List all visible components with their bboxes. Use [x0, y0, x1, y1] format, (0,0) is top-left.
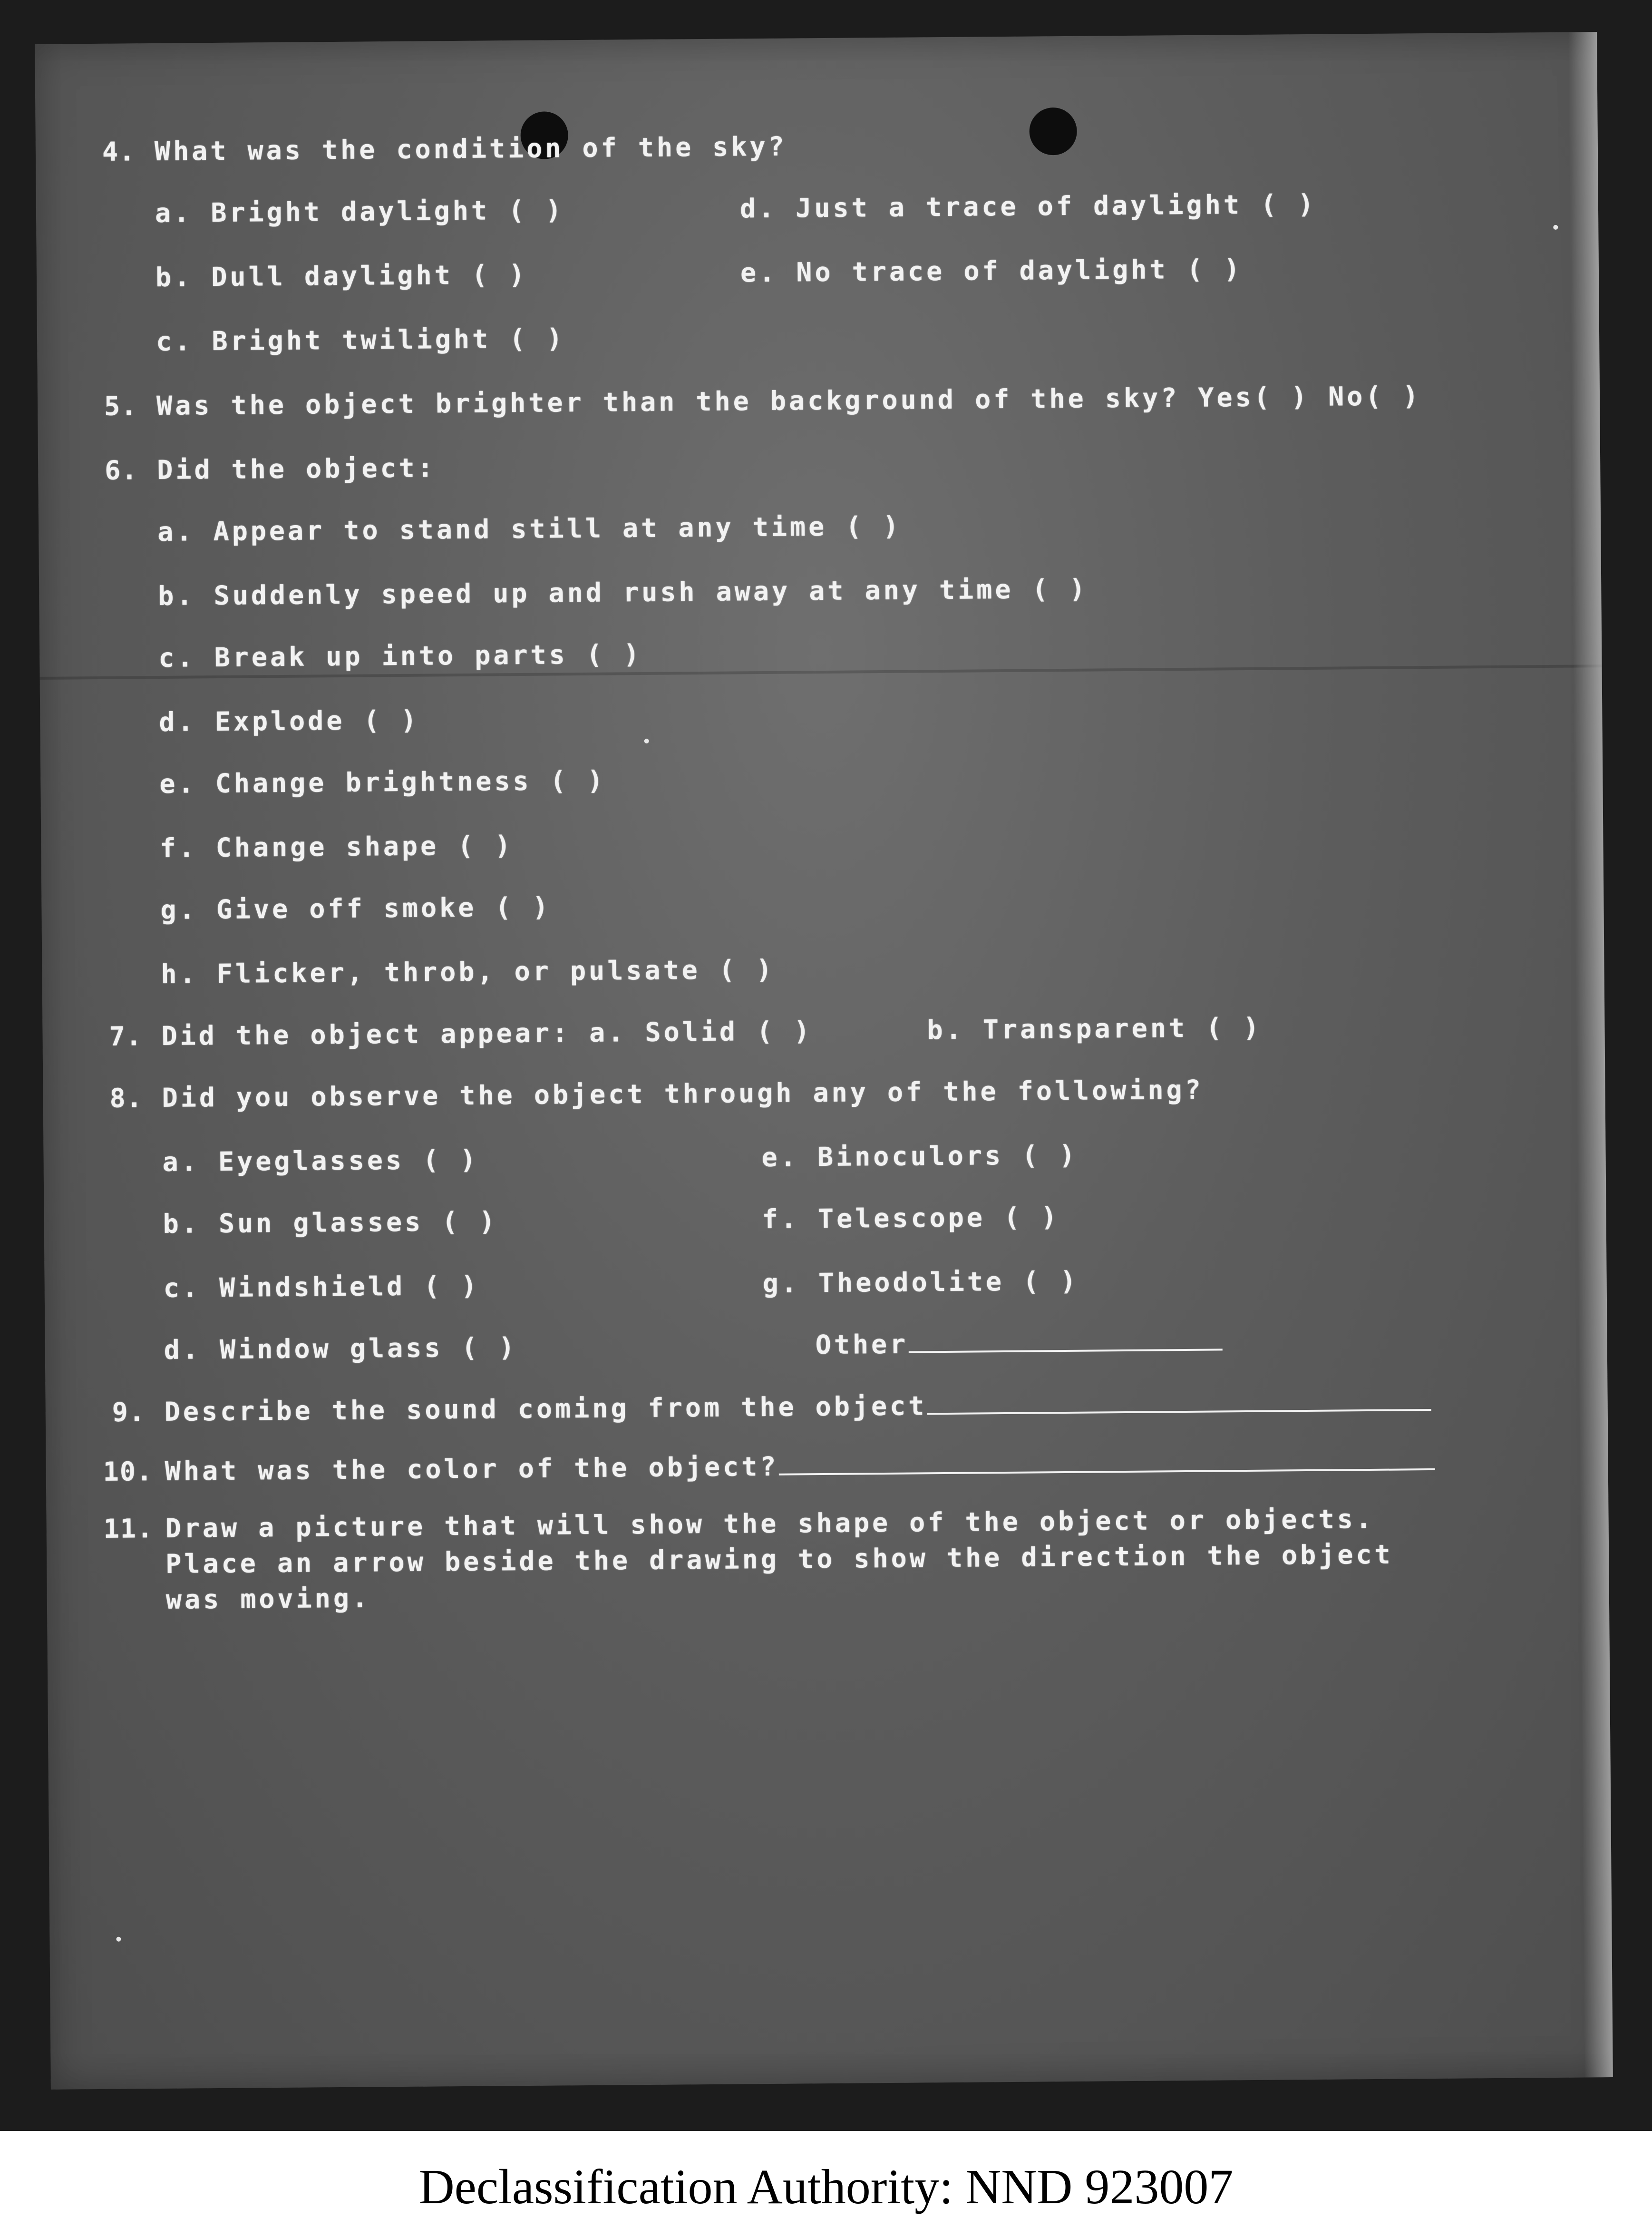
- paper-speck: [644, 739, 649, 743]
- option-4d: d. Just a trace of daylight ( ): [739, 188, 1317, 224]
- option-8a: a. Eyeglasses ( ): [162, 1144, 479, 1177]
- option-8b: b. Sun glasses ( ): [163, 1206, 498, 1239]
- question-6-number: 6.: [104, 455, 138, 486]
- option-4e: e. No trace of daylight ( ): [740, 254, 1243, 288]
- question-10: [165, 1448, 1435, 1485]
- question-9-number: 9.: [112, 1397, 146, 1427]
- question-8-number: 8.: [109, 1083, 144, 1114]
- option-7b: b. Transparent ( ): [927, 1012, 1262, 1046]
- paper-speck: [116, 1937, 121, 1942]
- option-4c: c. Bright twilight ( ): [155, 323, 565, 357]
- option-8f: f. Telescope ( ): [762, 1202, 1060, 1235]
- question-11-line-1: Draw a picture that will show the shape of the object or objects.: [165, 1503, 1375, 1544]
- option-6f: f. Change shape ( ): [160, 830, 514, 863]
- option-8d: d. Window glass ( ): [164, 1332, 518, 1365]
- option-8g: g. Theodolite ( ): [762, 1265, 1079, 1299]
- question-4-number: 4.: [102, 136, 136, 167]
- questionnaire-sheet: [35, 32, 1613, 2090]
- paper-speck: [1553, 225, 1558, 230]
- declassification-authority: Declassification Authority: NND 923007: [418, 2160, 1234, 2214]
- option-8-other-label: Other: [815, 1329, 909, 1360]
- question-6-text: Did the object:: [156, 452, 437, 485]
- question-7-text: Did the object appear: a. Solid ( ): [161, 1016, 813, 1051]
- question-8-text: Did you observe the object through any of the following?: [162, 1074, 1204, 1113]
- question-9: [165, 1389, 1431, 1425]
- question-10-number: 10.: [103, 1456, 154, 1487]
- question-5-text: Was the object brighter than the background of the sky? Yes( ) No( ): [156, 381, 1421, 421]
- question-11-line-3: was moving.: [165, 1583, 371, 1615]
- answer-line: [908, 1329, 1222, 1353]
- answer-line: [778, 1449, 1435, 1476]
- answer-line: [927, 1390, 1431, 1415]
- option-8c: c. Windshield ( ): [163, 1270, 480, 1303]
- question-10-text: What was the color of the object?: [165, 1451, 779, 1486]
- option-8-other: [815, 1329, 1222, 1358]
- question-7-number: 7.: [109, 1021, 143, 1052]
- footer: [0, 2131, 1652, 2238]
- question-11-line-2: Place an arrow beside the drawing to show the direction the object: [165, 1539, 1393, 1579]
- option-6e: e. Change brightness ( ): [159, 765, 606, 799]
- option-6d: d. Explode ( ): [159, 704, 420, 737]
- option-4a: a. Bright daylight ( ): [155, 195, 564, 228]
- option-6g: g. Give off smoke ( ): [160, 891, 552, 925]
- question-4-text: What was the condition of the sky?: [154, 131, 787, 166]
- option-6h: h. Flicker, throb, or pulsate ( ): [161, 954, 775, 989]
- option-6b: b. Suddenly speed up and rush away at any time ( ): [158, 573, 1088, 611]
- question-9-text: Describe the sound coming from the object: [164, 1390, 927, 1427]
- option-4b: b. Dull daylight ( ): [155, 259, 528, 293]
- option-6a: a. Appear to stand still at any time ( ): [157, 510, 902, 547]
- option-8e: e. Binoculors ( ): [761, 1139, 1078, 1173]
- question-11-number: 11.: [103, 1513, 154, 1544]
- option-6c: c. Break up into parts ( ): [158, 638, 642, 673]
- punch-hole: [1029, 108, 1077, 156]
- question-5-number: 5.: [104, 391, 138, 421]
